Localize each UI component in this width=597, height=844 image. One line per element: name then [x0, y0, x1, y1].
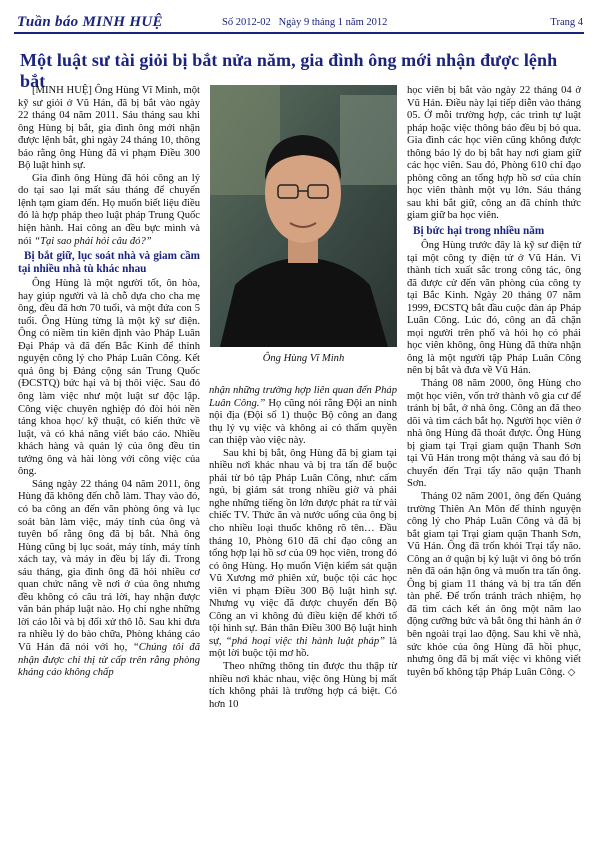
paragraph-text: Sáng ngày 22 tháng 04 năm 2011, ông Hùng đã không đến chỗ làm. Thay vào đó, có ba công an đến văn phòng ông và lục soát bàn làm việc, máy tính của ông và tuyên bố rằng ông đã bị bắt. Nhà ông Hùng cũng bị lục soát, máy tính, máy tính xách tay, và máy in đều bị lấy đi. Trong sáu tháng, gia đình ông đã hỏi nhiều cơ quan chức năng về nơi ở của ông nhưng đều không có câu trả lời, hay nhận được văn bản pháp luật nào. Họ chỉ nghe những lời cáo lỗi và bị đối xử thô lỗ. Sau khi đưa ra nhiều lý do bào chữa, Phòng kháng cáo Vũ Hán đã nói với họ,	[18, 478, 200, 653]
paragraph	[209, 385, 397, 448]
header-rule	[14, 32, 584, 34]
page-header	[0, 14, 597, 32]
portrait-photo	[210, 85, 397, 347]
end-mark-icon: ◇	[567, 666, 576, 678]
paragraph-text: Gia đình ông Hùng đã hỏi công an lý do tại sao lại mất sáu tháng để chuyển lệnh tạm giam đến. Họ muốn biết liệu điều đó là hợp pháp theo luật pháp Trung Quốc hiện hành. Hai công an đều bực mình và nói	[18, 172, 200, 247]
quote: “Tại sao phải hỏi câu đó?”	[34, 235, 152, 247]
issue-date: Ngày 9 tháng 1 năm 2012	[278, 17, 388, 28]
paragraph: Tháng 08 năm 2000, ông Hùng cho một học viên, vốn trở thành vô gia cư để tránh bị bắt, ở nhà ông. Công an đã theo dõi và tìm cách bắt họ. Người học viên ở nhà ông Hùng đã thoát được. Ông Hùng bị giam tại Trại giam quận Thanh Sơn tại Vũ Hán trong một tháng và sau đó bị chuyển đến Trại tẩy não quận Thanh Sơn.	[407, 378, 581, 490]
paragraph: Ông Hùng trước đây là kỹ sư điện tử tại một công ty điện tử ở Vũ Hán. Vì thành tích xuất sắc trong công tác, ông đã được cử đến văn phòng của công ty tại Bắc Kinh. Ngày 20 tháng 07 năm 1999, ĐCSTQ bắt đầu cuộc đàn áp Pháp Luân Công. Lúc đó, công an đã chặn mọi người trên phố và hỏi họ có phải học viên không, ông Hùng đã thừa nhận ông là một người tập Pháp Luân Công nên bị bắt và đưa về Vũ Hán.	[407, 240, 581, 377]
portrait-image	[210, 85, 397, 347]
paragraph	[407, 491, 581, 679]
issue-prefix: Số	[222, 17, 234, 28]
article-title: Một luật sư tài giỏi bị bắt nửa năm, gia đình ông mới nhận được lệnh bắt	[20, 50, 558, 91]
quote: nhận những trường hợp liên quan đến Pháp Luân Công.”	[209, 385, 397, 409]
section-heading: Bị bắt giữ, lục soát nhà và giam cầm tại nhiều nhà tù khác nhau	[18, 250, 200, 276]
photo-caption: Ông Hùng Vĩ Minh	[262, 353, 345, 364]
column-3	[407, 85, 581, 679]
paragraph	[209, 448, 397, 661]
paragraph-text: Tháng 02 năm 2001, ông đến Quảng trường Thiên An Môn để thỉnh nguyện công lý cho Pháp Luân Công và đã bị bắt giam tại Trại giam quận Thanh Sơn, Vũ Hán. Ông đã trốn khỏi Trại tẩy não. Công an ở quận bị kỷ luật vì ông bỏ trốn nên đã oán hận ông và muốn tra tấn ông. Ông bị giam 11 tháng và bị tra tấn đến tàn phế. Để trốn tránh trách nhiệm, họ đã tìm cách kết án ông một năm lao động cưỡng bức và bắt ông thi hành án ở bên ngoài trại lao động. Sau khi về nhà, sức khỏe của ông Hùng đã hồi phục, nhưng ông đã bị mất việc vì không viết tuyên bố không tập Pháp Luân Công.	[407, 490, 581, 678]
masthead: Tuần báo MINH HUỆ	[17, 14, 163, 30]
quote: “Chúng tôi đã nhận được chỉ thị từ cấp trên rằng phòng kháng cáo không chấp	[18, 641, 200, 679]
section-heading: Bị bức hại trong nhiều năm	[413, 225, 545, 238]
paragraph-text: Họ cũng nói rằng Đội an ninh nội địa (Đội số 1) thuộc Bộ công an đang thụ lý vụ việc và không ai có thẩm quyền can thiệp vào việc này.	[209, 397, 397, 447]
paragraph-text: Sau khi bị bắt, ông Hùng đã bị giam tại nhiều nơi khác nhau và bị tra tấn để buộc phải từ bỏ tập Pháp Luân Công, như: cấm ngủ, bị giám sát trong nhiều giờ và phải nghe những tiếng ồn lớn được phát ra từ vài chiếc TV. Thức ăn và nước uống của ông bị cho nhiều loại thuốc không rõ tên… Đầu tháng 10, Phòng 610 đã chỉ đạo công an tổng hợp lại hồ sơ của 09 học viên, trong đó có ông Hùng. Họ muốn Viện kiểm sát quận Vũ Xương mở phiên xử, buộc tội các học viên vi phạm Điều 300 Bộ luật hình sự. Nhưng vụ việc đã được chuyển đến Bộ Công an vì không đủ điều kiện để khởi tố tội hình sự. Bản thân Điều 300 Bộ luật hình sự,	[209, 447, 397, 647]
column-1	[18, 85, 200, 680]
paragraph	[18, 173, 200, 248]
paragraph	[18, 479, 200, 680]
quote: “phá hoại việc thi hành luật pháp”	[225, 635, 386, 647]
page-number: Trang 4	[550, 17, 583, 28]
paragraph: [MINH HUỆ] Ông Hùng Vĩ Minh, một kỹ sư giỏi ở Vũ Hán, đã bị bắt vào ngày 22 tháng 04 năm 2011. Sáu tháng sau khi ông Hùng bị bắt, gia đình ông mới nhận được lệnh bắt, ghi ngày 24 tháng 10, thông báo rằng ông Hùng đã vi phạm Điều 300 Bộ luật hình sự.	[18, 85, 200, 172]
paragraph: Ông Hùng là một người tốt, ôn hòa, hay giúp người và là chỗ dựa cho cha mẹ ông, đều đã hơn 70 tuổi, và một đứa con 5 tuổi. Ông Hùng từng là một kỹ sư điện. Ông có niềm tin kiên định vào Pháp Luân Đại Pháp và đã đến Bắc Kinh để thỉnh nguyện công lý cho Pháp Luân Công. Kết quả ông bị Đảng cộng sản Trung Quốc (ĐCSTQ) bức hại và bị thôi việc. Sau đó ông làm việc như một luật sư độc lập. Công việc chuyên nghiệp đó đòi hỏi nền tảng khoa học/ kỹ thuật, có kiến thức về luật, và có khả năng viết báo cáo. Nhiều khách hàng và quản lý của ông đều tin tưởng ông và hài lòng với công việc của ông.	[18, 278, 200, 478]
paragraph-text: là một lời buộc tội mơ hồ.	[209, 635, 397, 660]
column-2	[209, 385, 397, 711]
paragraph: Theo những thông tin được thu thập từ nhiều nơi khác nhau, việc ông Hùng bị mất tích không phải là trường hợp cá biệt. Có hơn 10	[209, 661, 397, 710]
issue-info	[222, 17, 387, 28]
paragraph: học viên bị bắt vào ngày 22 tháng 04 ở Vũ Hán. Điều này lại tiếp diễn vào tháng 05. Ở mỗi trường hợp, các trình tự luật pháp hoặc việc thông báo đều bị bỏ qua. Gia đình các học viên cũng không được thông báo lý do bị bắt hay nơi giam giữ các học viên. Sau đó, Phòng 610 chỉ đạo phòng công an tổng hợp hồ sơ của chín học viên thành một vụ lớn. Sáu tháng sau khi bắt giữ, công an đã chính thức giam giữ ba học viên.	[407, 85, 581, 222]
issue-number: 2012-02	[235, 17, 271, 28]
